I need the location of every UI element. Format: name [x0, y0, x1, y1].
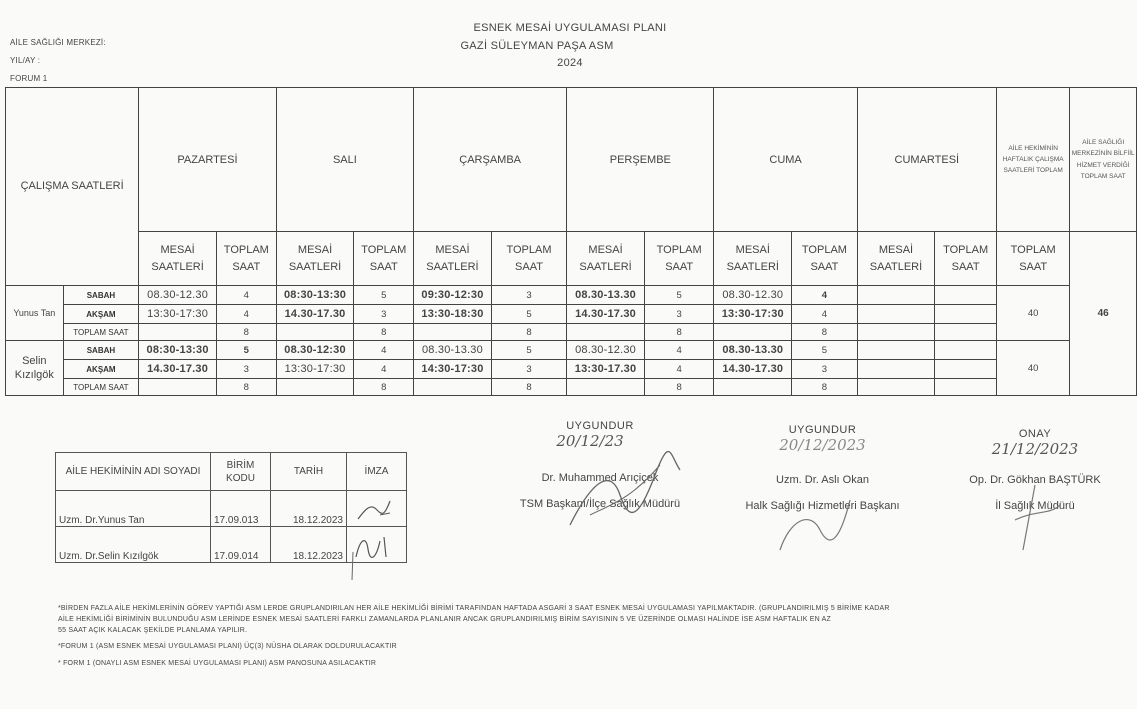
weekly-total-value: 40 — [996, 341, 1069, 396]
unit-code: 17.09.014 — [211, 527, 271, 563]
sub-header-hours: MESAİ SAATLERİ — [857, 232, 935, 286]
hours-cell: 08.30-12.30 — [139, 286, 217, 305]
approval-date: 20/12/23 — [556, 432, 624, 450]
approval-title: UYGUNDUR — [566, 420, 634, 432]
year-month-label: YIL/AY : — [10, 56, 41, 65]
handwritten-signature — [350, 493, 400, 523]
footnote-line: * FORM 1 (ONAYLI ASM ESNEK MESAİ UYGULAMASI PLANI) ASM PANOSUNA ASILACAKTIR — [58, 660, 377, 667]
signature-tail — [348, 552, 358, 582]
sub-header-total: TOPLAM SAAT — [354, 232, 414, 286]
total-cell: 3 — [644, 305, 714, 324]
day-total-cell: 8 — [644, 379, 714, 396]
day-header-friday: CUMA — [714, 88, 857, 232]
row-label-evening: AKŞAM — [63, 305, 139, 324]
total-cell: 3 — [354, 305, 414, 324]
total-cell — [935, 305, 997, 324]
total-cell: 5 — [354, 286, 414, 305]
total-cell: 4 — [792, 286, 858, 305]
asm-total-header: AİLE SAĞLIĞI MERKEZİNİN BİLFİİL HİZMET VERDİĞİ TOPLAM SAAT — [1070, 88, 1137, 232]
hours-cell: 13:30-17.30 — [567, 360, 645, 379]
table-row — [6, 360, 1137, 379]
handwritten-signature — [560, 445, 690, 540]
column-header-name: AİLE HEKİMİNİN ADI SOYADI — [56, 453, 211, 491]
day-header-tuesday: SALI — [276, 88, 413, 232]
approver-name: Uzm. Dr. Aslı Okan — [776, 474, 869, 486]
working-hours-header: ÇALIŞMA SAATLERİ — [6, 88, 139, 286]
date-cell: 18.12.2023 — [271, 527, 347, 563]
approver-role: Halk Sağlığı Hizmetleri Başkanı — [745, 500, 900, 512]
sub-header-hours: MESAİ SAATLERİ — [714, 232, 792, 286]
schedule-table — [5, 87, 1137, 396]
total-cell: 5 — [491, 341, 566, 360]
table-row — [6, 379, 1137, 396]
table-row — [56, 491, 407, 527]
sub-header-total: TOPLAM SAAT — [935, 232, 997, 286]
row-label-total: TOPLAM SAAT — [63, 379, 139, 396]
hours-cell — [857, 341, 935, 360]
day-total-cell: 8 — [354, 379, 414, 396]
column-header-date: TARİH — [271, 453, 347, 491]
total-cell: 3 — [792, 360, 858, 379]
day-total-cell: 8 — [216, 324, 276, 341]
sub-header-hours: MESAİ SAATLERİ — [276, 232, 354, 286]
total-cell: 5 — [216, 341, 276, 360]
sub-header-total: TOPLAM SAAT — [792, 232, 858, 286]
doctor-name: Selin Kızılgök — [6, 341, 64, 396]
total-cell: 4 — [644, 360, 714, 379]
sub-header-total: TOPLAM SAAT — [491, 232, 566, 286]
approver-name: Op. Dr. Gökhan BAŞTÜRK — [969, 474, 1101, 486]
sub-header-hours: MESAİ SAATLERİ — [414, 232, 492, 286]
physician-name: Uzm. Dr.Yunus Tan — [56, 491, 211, 527]
hours-cell: 13:30-18:30 — [414, 305, 492, 324]
row-label-morning: SABAH — [63, 341, 139, 360]
hours-cell: 08:30-13:30 — [139, 341, 217, 360]
hours-cell: 08.30-13.30 — [414, 341, 492, 360]
day-total-cell — [935, 379, 997, 396]
row-label-total: TOPLAM SAAT — [63, 324, 139, 341]
approval-date: 21/12/2023 — [991, 440, 1079, 458]
unit-code: 17.09.013 — [211, 491, 271, 527]
day-header-saturday: CUMARTESİ — [857, 88, 996, 232]
approver-role: TSM Başkanı/İlçe Sağlık Müdürü — [519, 498, 681, 510]
hours-cell: 08.30-12:30 — [276, 341, 354, 360]
hours-cell — [857, 360, 935, 379]
physician-name: Uzm. Dr.Selin Kızılgök — [56, 527, 211, 563]
approval-title: ONAY — [1018, 428, 1052, 440]
weekly-total-value: 40 — [996, 286, 1069, 341]
total-cell: 4 — [216, 286, 276, 305]
day-header-thursday: PERŞEMBE — [567, 88, 714, 232]
column-header-code: BİRİM KODU — [211, 453, 271, 491]
total-cell: 4 — [354, 341, 414, 360]
document-year: 2024 — [557, 57, 583, 69]
hours-cell: 13:30-17:30 — [276, 360, 354, 379]
hours-cell: 09:30-12:30 — [414, 286, 492, 305]
row-label-morning: SABAH — [63, 286, 139, 305]
hours-cell: 14.30-17.30 — [139, 360, 217, 379]
hours-cell: 08.30-13.30 — [567, 286, 645, 305]
handwritten-signature — [995, 480, 1075, 555]
hours-cell: 14.30-17.30 — [567, 305, 645, 324]
hours-cell: 14.30-17.30 — [714, 360, 792, 379]
hours-cell: 14:30-17:30 — [414, 360, 492, 379]
day-header-wednesday: ÇARŞAMBA — [414, 88, 567, 232]
day-total-cell — [935, 324, 997, 341]
sub-header-total: TOPLAM SAAT — [644, 232, 714, 286]
day-header-monday: PAZARTESİ — [139, 88, 276, 232]
total-cell: 5 — [792, 341, 858, 360]
day-total-cell: 8 — [792, 324, 858, 341]
day-total-cell: 8 — [792, 379, 858, 396]
sub-header-total: TOPLAM SAAT — [216, 232, 276, 286]
column-header-signature: İMZA — [347, 453, 407, 491]
sub-header-hours: MESAİ SAATLERİ — [139, 232, 217, 286]
center-label: AİLE SAĞLIĞI MERKEZİ: — [10, 38, 106, 47]
sub-header-weekly-total: TOPLAM SAAT — [996, 232, 1069, 286]
day-total-cell: 8 — [216, 379, 276, 396]
asm-name: GAZİ SÜLEYMAN PAŞA ASM — [460, 40, 614, 52]
day-total-cell: 8 — [354, 324, 414, 341]
table-row — [6, 305, 1137, 324]
total-cell: 4 — [792, 305, 858, 324]
total-cell: 5 — [491, 305, 566, 324]
hours-cell: 08:30-13:30 — [276, 286, 354, 305]
total-cell — [935, 341, 997, 360]
total-cell — [935, 286, 997, 305]
form-label: FORUM 1 — [10, 74, 48, 83]
hours-cell: 14.30-17.30 — [276, 305, 354, 324]
table-row — [6, 341, 1137, 360]
footnote-line: 55 SAAT AÇIK KALACAK ŞEKİLDE PLANLAMA YAPILIR. — [58, 627, 248, 634]
row-label-evening: AKŞAM — [63, 360, 139, 379]
asm-total-value: 46 — [1070, 232, 1137, 396]
approval-date: 20/12/2023 — [779, 436, 866, 454]
date-cell: 18.12.2023 — [271, 491, 347, 527]
total-cell: 4 — [354, 360, 414, 379]
handwritten-signature — [770, 490, 860, 560]
day-total-cell: 8 — [644, 324, 714, 341]
total-cell: 5 — [644, 286, 714, 305]
total-cell — [935, 360, 997, 379]
hours-cell: 13:30-17:30 — [714, 305, 792, 324]
table-row — [6, 286, 1137, 305]
total-cell: 3 — [491, 286, 566, 305]
hours-cell: 08.30-12.30 — [714, 286, 792, 305]
weekly-total-header: AİLE HEKİMİNİN HAFTALIK ÇALIŞMA SAATLERİ TOPLAM — [996, 88, 1069, 232]
table-row — [6, 324, 1137, 341]
day-total-cell: 8 — [491, 324, 566, 341]
sub-header-hours: MESAİ SAATLERİ — [567, 232, 645, 286]
footnote-line: *BİRDEN FAZLA AİLE HEKİMLERİNİN GÖREV YAPTIĞI ASM LERDE GRUPLANDIRILAN HER AİLE HEKİMLİĞİ BİRİMİ TARAFINDAN HAFTADA ASGARİ 3 SAAT ESNEK MESAİ UYGULAMASI YAPILMAKTADIR. (GRUPLANDIRILMIŞ 5 BİRİME KADAR — [58, 605, 890, 612]
day-total-cell: 8 — [491, 379, 566, 396]
signature-cell — [347, 491, 407, 527]
footnote-line: *FORUM 1 (ASM ESNEK MESAİ UYGULAMASI PLANI) ÜÇ(3) NÜSHA OLARAK DOLDURULACAKTIR — [58, 643, 397, 650]
physician-signature-table — [55, 452, 407, 563]
hours-cell — [857, 305, 935, 324]
total-cell: 3 — [491, 360, 566, 379]
hours-cell: 08.30-12.30 — [567, 341, 645, 360]
hours-cell — [857, 286, 935, 305]
total-cell: 3 — [216, 360, 276, 379]
hours-cell: 08.30-13.30 — [714, 341, 792, 360]
footnote-line: AİLE HEKİMLİĞİ BİRİMİNİN BULUNDUĞU ASM LERİNDE ESNEK MESAİ SAATLERİ FARKLI ZAMANLARDA PLANLANIR ANCAK GRUPLANDIRILMIŞ BİRİM SAYISININ 5 VE ÜZERİNDE OLMASI HALİNDE İSE ASM HAFTALIK EN AZ — [58, 616, 831, 623]
doctor-name: Yunus Tan — [6, 286, 64, 341]
approval-title: UYGUNDUR — [788, 424, 857, 436]
total-cell: 4 — [216, 305, 276, 324]
hours-cell: 13:30-17:30 — [139, 305, 217, 324]
approver-name: Dr. Muhammed Arıçiçek — [541, 472, 659, 484]
total-cell: 4 — [644, 341, 714, 360]
approver-role: İl Sağlık Müdürü — [995, 500, 1075, 512]
document-title: ESNEK MESAİ UYGULAMASI PLANI — [473, 22, 667, 34]
